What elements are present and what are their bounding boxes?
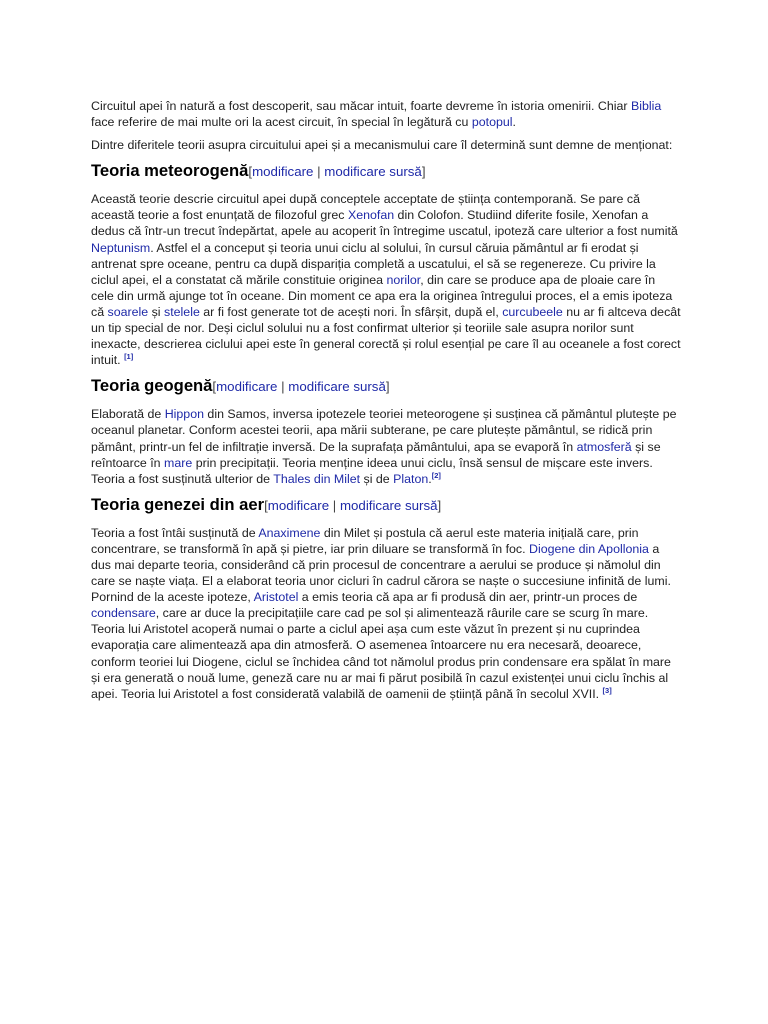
wiki-link[interactable]: condensare bbox=[91, 606, 156, 621]
section-paragraph-geogena bbox=[91, 406, 681, 486]
text-run: Această teorie descrie circuitul apei după conceptele acceptate de știința contemporană. Se pare că această teorie a fost enunțată de filozoful grec bbox=[91, 192, 640, 223]
edit-source-link[interactable]: modificare sursă bbox=[288, 379, 386, 395]
edit-source-link[interactable]: modificare sursă bbox=[324, 164, 422, 180]
section-heading-meteorogena bbox=[91, 161, 681, 182]
edit-links: [modificare | modificare sursă] bbox=[264, 497, 442, 513]
section-title: Teoria meteorogenă bbox=[91, 161, 249, 181]
wiki-link[interactable]: curcubeele bbox=[502, 304, 563, 319]
wiki-link[interactable]: Thales din Milet bbox=[273, 471, 361, 486]
text-run: și de bbox=[360, 471, 394, 486]
edit-links: [modificare | modificare sursă] bbox=[212, 379, 390, 395]
text-run: , din care se produce apa de ploaie care în cele din urmă ajunge tot în oceane. Din moment ce apa era la originea întregului proces, el a emis ipoteza că bbox=[91, 272, 673, 319]
text-run: , care ar duce la precipitațiile care cad pe sol și alimentează râurile care se scurg în mare. Teoria lui Aristotel acoperă numai o parte a ciclul apei așa cum este văzut în prezent și nu cuprindea evaporația care alimentează apa din atmosferă. O asemenea întoarcere nu era necesară, deoarece, conform teoriei lui Diogene, ciclul se închidea când tot nămolul produs prin condensare era spălat în mare și era generată o nouă lume, geneză care nu ar mai fi părut posibilă în cazul existenței unui ciclu închis al apei. Teoria lui Aristotel a fost considerată valabilă de oamenii de știință până în secolul XVII. bbox=[91, 606, 671, 701]
intro-paragraph-2: Dintre diferitele teorii asupra circuitului apei și a mecanismului care îl determină sunt demne de menționat: bbox=[91, 138, 673, 153]
section-paragraph-meteorogena bbox=[91, 191, 681, 368]
text-run: și se reîntoarce în bbox=[91, 439, 661, 470]
wiki-link[interactable]: norilor bbox=[386, 272, 421, 287]
wiki-link[interactable]: Biblia bbox=[630, 99, 662, 113]
wiki-link[interactable]: stelele bbox=[164, 304, 200, 319]
wiki-link[interactable]: Platon bbox=[393, 471, 429, 486]
wiki-link[interactable]: Anaximene bbox=[258, 525, 321, 540]
section-title: Teoria geogenă bbox=[91, 376, 213, 396]
wiki-link[interactable]: mare bbox=[164, 455, 193, 470]
section-paragraph-geneza-aer bbox=[91, 525, 681, 702]
text-run: din Colofon. Studiind diferite fosile, Xenofan a dedus că într-un trecut îndepărtat, apele au acoperit în întregime uscatul, ipoteză care ulterior a fost numită bbox=[91, 208, 678, 239]
text-run: a emis teoria că apa ar fi produsă din aer, printr-un proces de bbox=[298, 590, 638, 605]
text-run: . bbox=[428, 471, 432, 486]
section-title: Teoria genezei din aer bbox=[91, 494, 265, 514]
edit-link[interactable]: modificare bbox=[216, 379, 278, 395]
text-run: . bbox=[512, 115, 516, 130]
text-run: ar fi fost generate tot de acești nori. În sfârșit, după el, bbox=[199, 304, 503, 319]
wiki-link[interactable]: potopul bbox=[471, 115, 513, 130]
wiki-link[interactable]: Aristotel bbox=[253, 590, 299, 605]
edit-links: [modificare | modificare sursă] bbox=[248, 164, 426, 180]
text-run: Elaborată de bbox=[91, 407, 165, 422]
text-run: prin precipitații. Teoria menține ideea unui ciclu, însă sensul de mișcare este invers. Teoria a fost susținută ulterior de bbox=[91, 455, 653, 486]
text-run: nu ar fi altceva decât un tip special de nor. Deși ciclul solului nu a fost confirmat ulterior și teoriile sale asupra norilor sunt inexacte, descrierea ciclului apei este în general corectă și rolul esențial pe care îl au oceanele a fost corect intuit. bbox=[91, 304, 681, 368]
text-run: . Astfel el a conceput și teoria unui ciclu al solului, în cursul căruia pământul ar fi erodat și antrenat spre oceane, pentru ca după dispariția completă a uscatului, el să se regenereze. Cu privire la ciclul apei, el a constatat că mările constituie originea bbox=[91, 240, 656, 287]
article-content bbox=[91, 98, 681, 709]
wiki-link[interactable]: atmosferă bbox=[576, 439, 632, 454]
text-run: și bbox=[148, 304, 165, 319]
wiki-link[interactable]: Diogene din Apollonia bbox=[529, 541, 649, 556]
section-heading-geneza-aer bbox=[91, 495, 681, 516]
text-run: Teoria a fost întâi susținută de bbox=[91, 525, 259, 540]
reference-link[interactable]: [2] bbox=[431, 470, 441, 480]
wiki-link[interactable]: Hippon bbox=[164, 407, 204, 422]
wiki-link[interactable]: Xenofan bbox=[347, 208, 395, 223]
text-run: a dus mai departe teoria, considerând că prin procesul de concentrare a aerului se produce și nămolul din care se naște viața. El a elaborat teoria unor cicluri în cadrul cărora se naște o succesiune infinită de lumi. Pornind de la aceste ipoteze, bbox=[91, 541, 671, 605]
wiki-link[interactable]: soarele bbox=[107, 304, 149, 319]
text-run: din Samos, inversa ipotezele teoriei meteorogene și susținea că pământul plutește pe oceanul planetar. Conform acestei teorii, apa mării subterane, pe care plutește pământul, se ridică prin pământ, printr-un fel de infiltrație inversă. De la suprafața pământului, apa se evaporă în bbox=[91, 407, 677, 454]
text-run: din Milet și postula că aerul este materia inițială care, prin concentrare, se transformă în apă și pietre, iar prin diluare se transformă în foc. bbox=[91, 525, 639, 556]
edit-link[interactable]: modificare bbox=[267, 497, 330, 513]
text-run: face referire de mai multe ori la acest circuit, în special în legătură cu bbox=[91, 115, 472, 130]
edit-source-link[interactable]: modificare sursă bbox=[339, 497, 438, 513]
reference-link[interactable]: [3] bbox=[602, 685, 612, 695]
intro-paragraph-1 bbox=[91, 98, 681, 130]
text-run: Circuitul apei în natură a fost descoperit, sau măcar intuit, foarte devreme în istoria omenirii. Chiar bbox=[91, 99, 631, 113]
section-heading-geogena bbox=[91, 376, 681, 397]
wiki-link[interactable]: Neptunism bbox=[91, 240, 151, 255]
edit-link[interactable]: modificare bbox=[252, 164, 314, 180]
reference-link[interactable]: [1] bbox=[124, 352, 134, 362]
